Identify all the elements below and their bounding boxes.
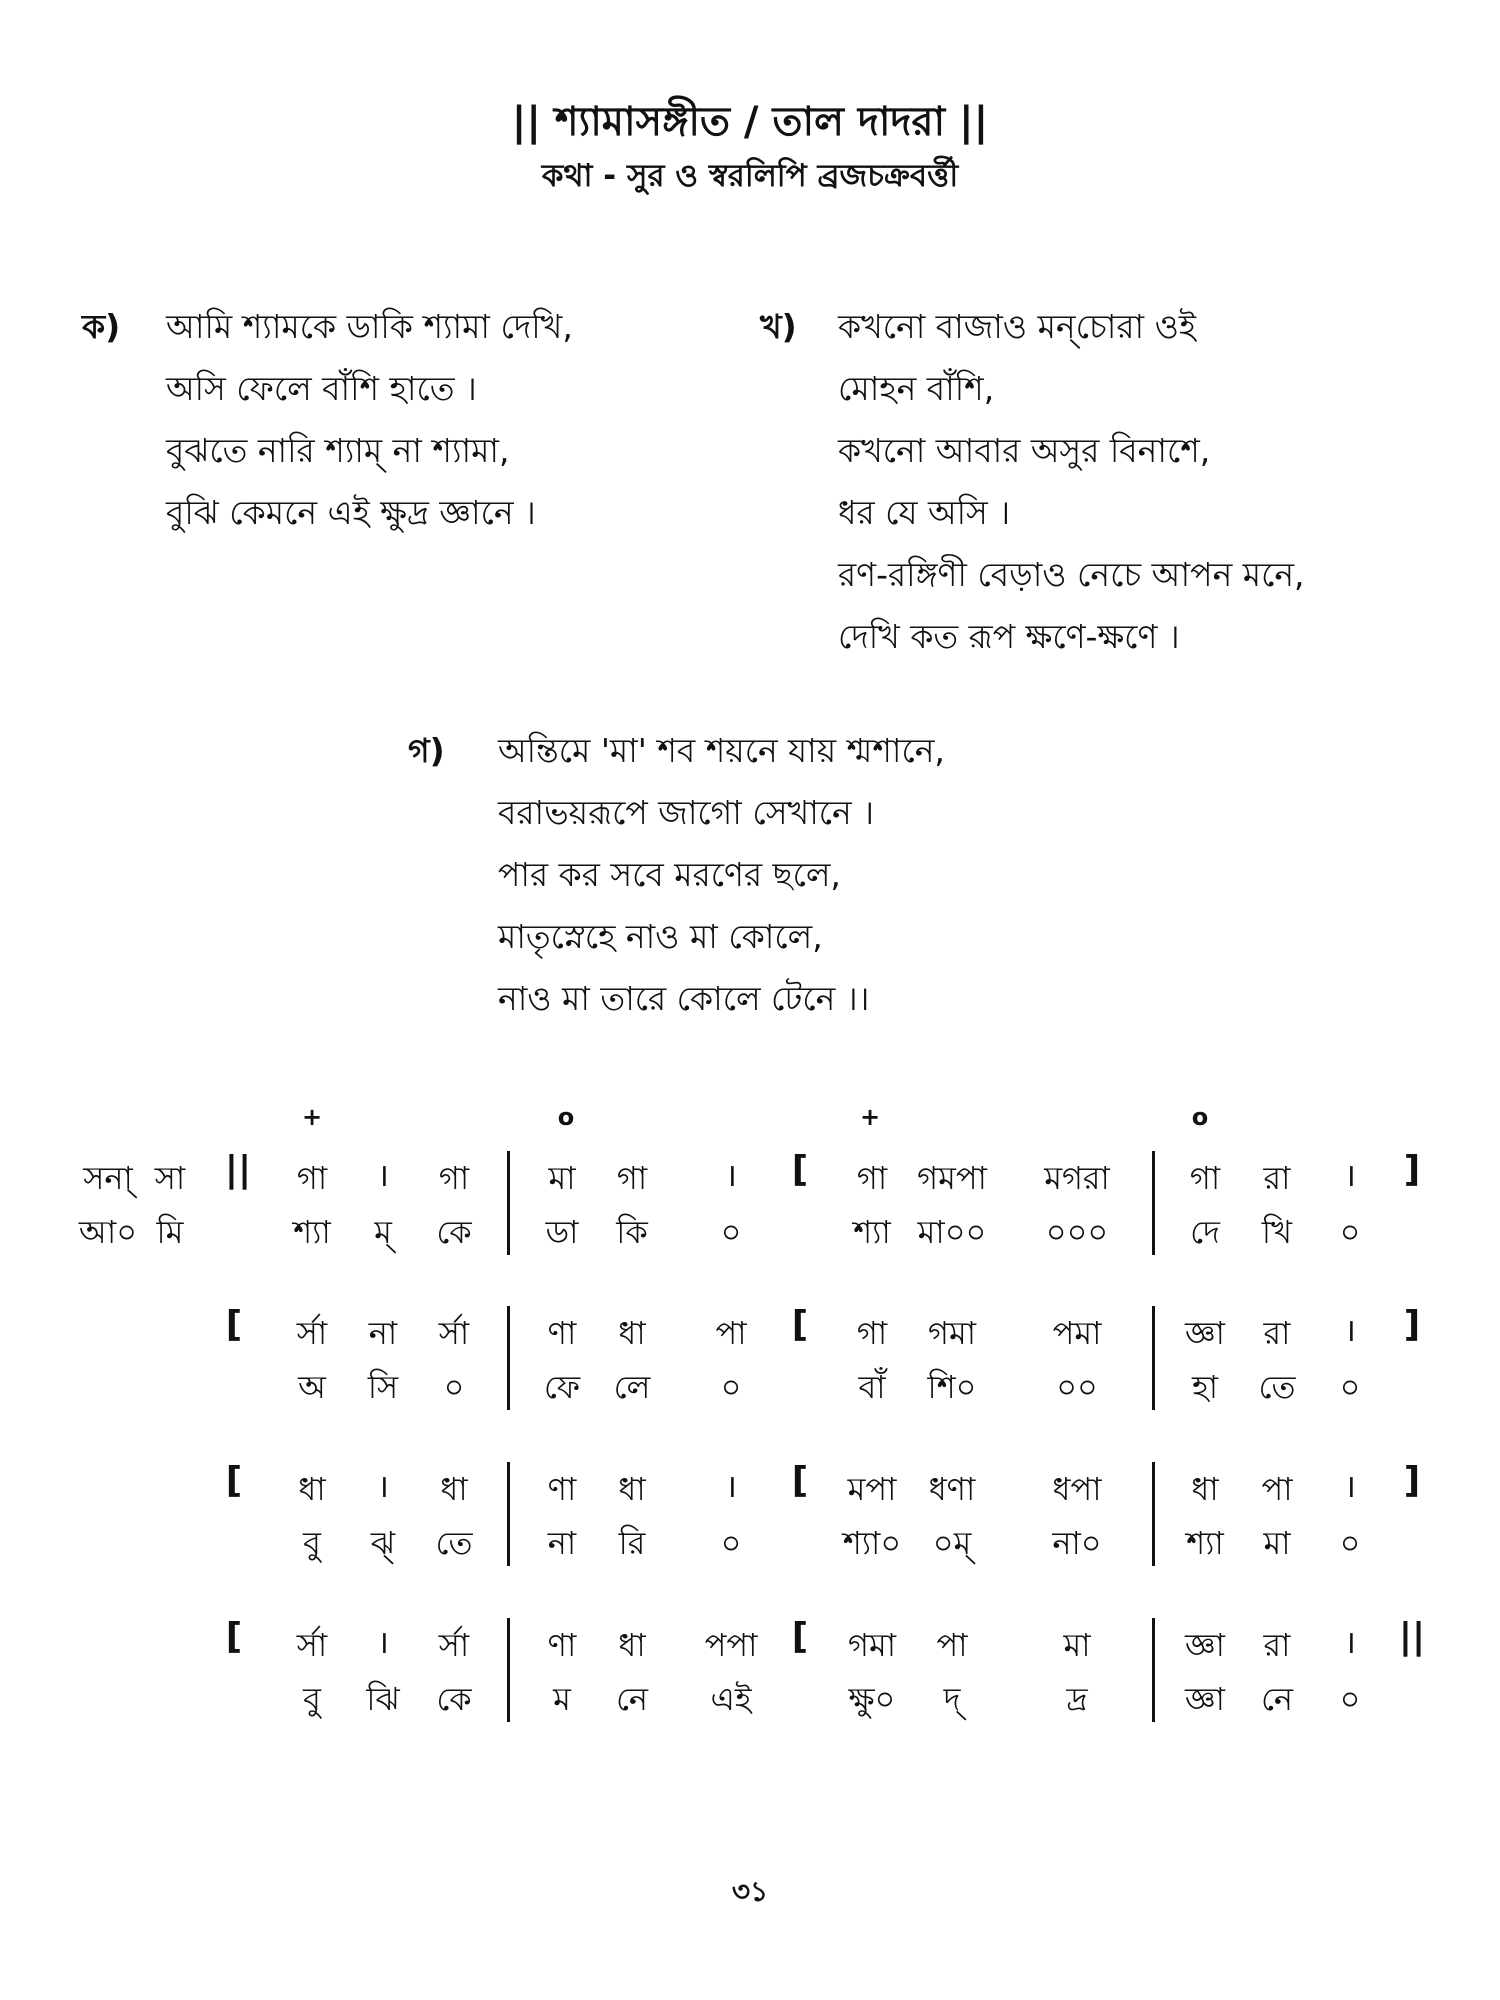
page-number: ৩১ xyxy=(731,1875,769,1908)
swara-note: ণা xyxy=(547,1314,577,1352)
lyric-syllable: না০ xyxy=(1052,1524,1102,1562)
bar-sign-start: [ xyxy=(225,1616,243,1657)
verse-line: অন্তিমে 'মা' শব শয়নে যায় শ্মশানে, xyxy=(498,731,945,770)
bar-sign-end: ] xyxy=(1403,1460,1421,1501)
swara-note: পা xyxy=(936,1626,968,1664)
swara-note: গা xyxy=(856,1159,888,1197)
swara-note: ধা xyxy=(298,1470,326,1508)
verse-marker: গ) xyxy=(408,731,445,770)
swara-note: জ্ঞা xyxy=(1185,1314,1225,1352)
lyric-syllable: ম্ xyxy=(374,1213,392,1251)
beat-mark: + xyxy=(859,1103,881,1131)
bar-sign-mid: [ xyxy=(791,1616,809,1657)
lyric-syllable: ক্ষু০ xyxy=(848,1680,896,1718)
lyric-syllable: কে xyxy=(436,1213,472,1251)
lyric-syllable: শ্যা০ xyxy=(842,1524,902,1562)
lyric-syllable: দে xyxy=(1190,1213,1220,1251)
lyric-syllable: ০ xyxy=(1339,1680,1361,1718)
lyric-syllable: রি xyxy=(618,1524,646,1562)
verse-line: মাতৃস্নেহে নাও মা কোলে, xyxy=(498,917,823,956)
lyric-syllable: কি xyxy=(616,1213,648,1251)
bar-sign-mid: [ xyxy=(791,1149,809,1190)
swara-note: । xyxy=(1343,1467,1357,1505)
lyric-syllable: এই xyxy=(710,1680,752,1718)
swara-note: মা xyxy=(548,1159,576,1197)
bar-line xyxy=(507,1462,510,1566)
bar-line xyxy=(1152,1306,1155,1410)
lyric-syllable: ০ xyxy=(1339,1368,1361,1406)
swara-note: । xyxy=(376,1623,390,1661)
lyric-syllable: ০ xyxy=(720,1213,742,1251)
lyric-syllable: খি xyxy=(1261,1213,1293,1251)
song-title: || শ্যামাসঙ্গীত / তাল দাদরা || xyxy=(511,99,989,145)
swara-note: রা xyxy=(1263,1159,1291,1197)
swara-note: ধণা xyxy=(928,1470,976,1508)
lyric-syllable: দ্ xyxy=(943,1680,961,1718)
lyric-syllable: তে xyxy=(435,1524,473,1562)
swara-note: ধপা xyxy=(1052,1470,1102,1508)
swara-note: গা xyxy=(616,1159,648,1197)
lyric-syllable: বাঁ xyxy=(858,1368,886,1406)
verse-line: পার কর সবে মরণের ছলে, xyxy=(498,855,841,894)
lyric-syllable: দ্র xyxy=(1066,1680,1088,1718)
verse-line: বুঝতে নারি শ্যাম্ না শ্যামা, xyxy=(166,431,510,470)
swara-note: গা xyxy=(856,1314,888,1352)
swara-note: র্সা xyxy=(438,1314,470,1352)
verse-line: ধর যে অসি । xyxy=(838,493,1011,532)
bar-line xyxy=(507,1151,510,1255)
lyric-syllable: না xyxy=(547,1524,577,1562)
prefix-swara: সনা্ xyxy=(83,1159,133,1197)
bar-sign-end: ] xyxy=(1403,1149,1421,1190)
prefix-lyric: আ০ xyxy=(78,1213,138,1251)
lyric-syllable: অ xyxy=(298,1368,326,1406)
bar-line xyxy=(507,1618,510,1722)
lyric-syllable: ০ xyxy=(1339,1213,1361,1251)
swara-note: র্সা xyxy=(296,1626,328,1664)
swara-note: গা xyxy=(438,1159,470,1197)
swara-note: মা xyxy=(1063,1626,1091,1664)
prefix-swara: সা xyxy=(154,1159,186,1197)
verse-marker: খ) xyxy=(760,307,797,346)
swara-note: জ্ঞা xyxy=(1185,1626,1225,1664)
swara-note: গমপা xyxy=(917,1159,987,1197)
bar-line xyxy=(507,1306,510,1410)
beat-mark: o xyxy=(1191,1103,1209,1131)
lyric-syllable: ঝি xyxy=(366,1680,400,1718)
bar-sign-mid: [ xyxy=(791,1304,809,1345)
lyric-syllable: বু xyxy=(303,1680,321,1718)
swara-note: । xyxy=(376,1467,390,1505)
swara-note: রা xyxy=(1263,1626,1291,1664)
swara-note: পা xyxy=(715,1314,747,1352)
verse-line: বুঝি কেমনে এই ক্ষুদ্র জ্ঞানে । xyxy=(166,493,536,532)
swara-note: ধা xyxy=(618,1470,646,1508)
lyric-syllable: ঝ্ xyxy=(370,1524,396,1562)
lyric-syllable: ০ xyxy=(720,1524,742,1562)
bar-line xyxy=(1152,1618,1155,1722)
lyric-syllable: ০ xyxy=(1339,1524,1361,1562)
bar-sign-mid: [ xyxy=(791,1460,809,1501)
swara-note: পপা xyxy=(704,1626,758,1664)
swara-note: । xyxy=(1343,1311,1357,1349)
swara-note: মগরা xyxy=(1044,1159,1110,1197)
swara-note: মপা xyxy=(847,1470,897,1508)
lyric-syllable: বু xyxy=(303,1524,321,1562)
lyric-syllable: হা xyxy=(1191,1368,1219,1406)
swara-note: ধা xyxy=(618,1314,646,1352)
verse-line: কখনো বাজাও মন্‌চোরা ওই xyxy=(838,307,1197,346)
bar-sign-start: || xyxy=(224,1149,252,1190)
bar-line xyxy=(1152,1462,1155,1566)
lyric-syllable: ০ xyxy=(443,1368,465,1406)
lyric-syllable: ০ xyxy=(720,1368,742,1406)
lyric-syllable: কে xyxy=(436,1680,472,1718)
swara-note: গমা xyxy=(927,1314,977,1352)
lyric-syllable: লে xyxy=(613,1368,651,1406)
swara-note: না xyxy=(368,1314,398,1352)
lyric-syllable: জ্ঞা xyxy=(1185,1680,1225,1718)
swara-note: গা xyxy=(296,1159,328,1197)
swara-note: গমা xyxy=(847,1626,897,1664)
lyric-syllable: সি xyxy=(367,1368,399,1406)
verse-line: কখনো আবার অসুর বিনাশে, xyxy=(838,431,1211,470)
swara-note: ধা xyxy=(1191,1470,1219,1508)
swara-note: গা xyxy=(1189,1159,1221,1197)
swara-note: ণা xyxy=(547,1626,577,1664)
lyric-syllable: শি০ xyxy=(927,1368,977,1406)
swara-note: । xyxy=(724,1156,738,1194)
lyric-syllable: নে xyxy=(1260,1680,1294,1718)
lyric-syllable: তে xyxy=(1258,1368,1296,1406)
lyric-syllable: শ্যা xyxy=(293,1213,331,1251)
swara-note: রা xyxy=(1263,1314,1291,1352)
lyric-syllable: ০ম্ xyxy=(932,1524,972,1562)
swara-note: । xyxy=(724,1467,738,1505)
swara-note: র্সা xyxy=(296,1314,328,1352)
swara-note: । xyxy=(1343,1156,1357,1194)
swara-note: পমা xyxy=(1052,1314,1102,1352)
lyric-syllable: নে xyxy=(615,1680,649,1718)
verse-line: নাও মা তারে কোলে টেনে ।। xyxy=(498,979,870,1018)
lyric-syllable: ডা xyxy=(545,1213,579,1251)
lyric-syllable: ০০ xyxy=(1056,1368,1098,1406)
prefix-lyric: মি xyxy=(156,1213,184,1251)
beat-mark: o xyxy=(557,1103,575,1131)
verse-line: রণ-রঙ্গিণী বেড়াও নেচে আপন মনে, xyxy=(838,555,1305,594)
bar-sign-start: [ xyxy=(225,1304,243,1345)
bar-line xyxy=(1152,1151,1155,1255)
lyric-syllable: মা xyxy=(1263,1524,1291,1562)
beat-mark: + xyxy=(301,1103,323,1131)
bar-sign-start: [ xyxy=(225,1460,243,1501)
swara-note: ণা xyxy=(547,1470,577,1508)
verse-line: মোহন বাঁশি, xyxy=(838,369,995,408)
lyric-syllable: মা০০ xyxy=(917,1213,987,1251)
lyric-syllable: ফে xyxy=(543,1368,581,1406)
swara-note: পা xyxy=(1261,1470,1293,1508)
verse-line: আমি শ্যামকে ডাকি শ্যামা দেখি, xyxy=(166,307,573,346)
swara-note: ধা xyxy=(618,1626,646,1664)
verse-marker: ক) xyxy=(82,307,121,346)
bar-sign-end: || xyxy=(1398,1616,1426,1657)
bar-sign-end: ] xyxy=(1403,1304,1421,1345)
verse-line: অসি ফেলে বাঁশি হাতে । xyxy=(166,369,477,408)
lyric-syllable: ০০০ xyxy=(1045,1213,1109,1251)
swara-note: । xyxy=(376,1156,390,1194)
swara-note: ধা xyxy=(440,1470,468,1508)
song-credits: কথা - সুর ও স্বরলিপি ব্রজচক্রবর্ত্তী xyxy=(541,158,959,194)
lyric-syllable: শ্যা xyxy=(853,1213,891,1251)
verse-line: বরাভয়রূপে জাগো সেখানে । xyxy=(498,793,875,832)
verse-line: দেখি কত রূপ ক্ষণে-ক্ষণে । xyxy=(838,617,1180,656)
swara-note: । xyxy=(1343,1623,1357,1661)
lyric-syllable: শ্যা xyxy=(1186,1524,1224,1562)
lyric-syllable: ম xyxy=(553,1680,571,1718)
swara-note: র্সা xyxy=(438,1626,470,1664)
